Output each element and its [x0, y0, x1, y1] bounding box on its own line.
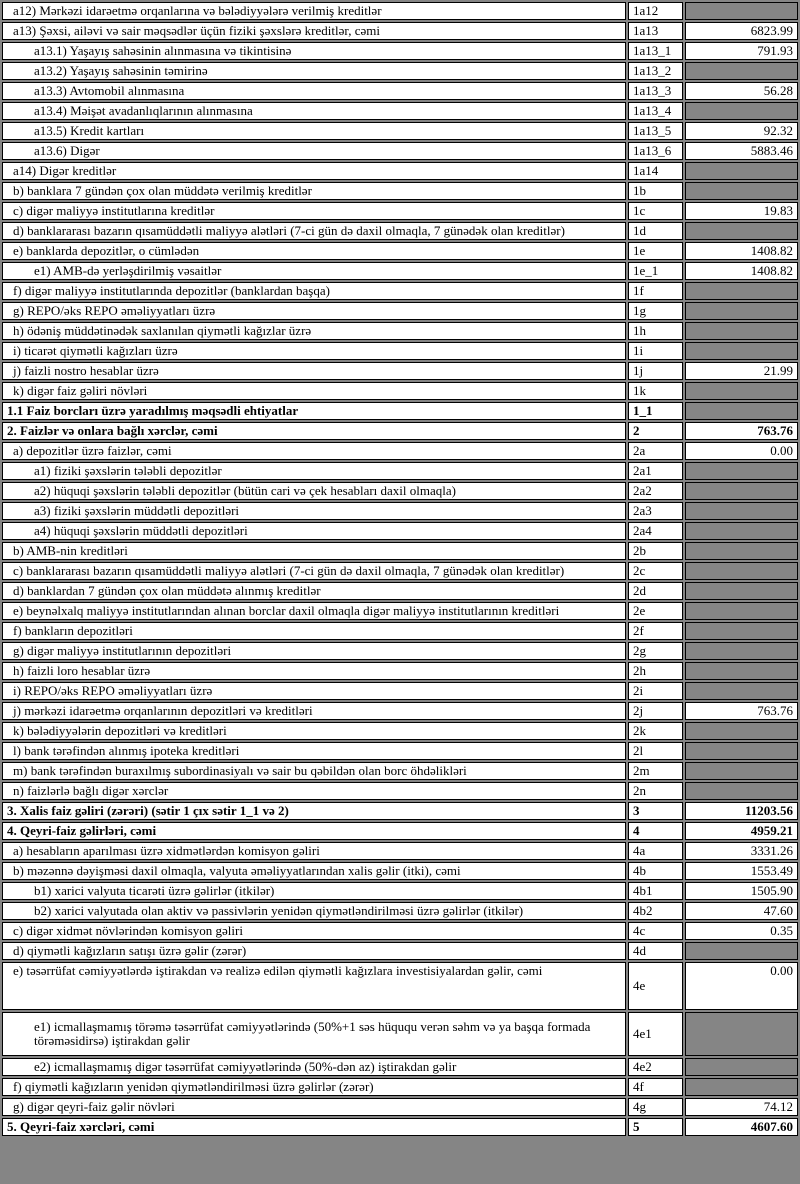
- row-value: [685, 682, 798, 700]
- row-description: c) digər xidmət növlərindən komisyon gəliri: [2, 922, 626, 940]
- row-value: [685, 162, 798, 180]
- row-code: 4e2: [628, 1058, 683, 1076]
- row-code: 4b: [628, 862, 683, 880]
- table-row: [2, 422, 798, 440]
- row-code: 1b: [628, 182, 683, 200]
- row-value: 1408.82: [685, 262, 798, 280]
- row-code: 1a14: [628, 162, 683, 180]
- row-code: 2f: [628, 622, 683, 640]
- row-value: [685, 282, 798, 300]
- row-description: n) faizlərlə bağlı digər xərclər: [2, 782, 626, 800]
- row-value: [685, 1078, 798, 1096]
- table-row: [2, 302, 798, 320]
- row-description: a2) hüquqi şəxslərin tələbli depozitlər (bütün cari və çek hesabları daxil olmaqla): [2, 482, 626, 500]
- row-description: h) faizli loro hesablar üzrə: [2, 662, 626, 680]
- row-code: 1a12: [628, 2, 683, 20]
- row-value: [685, 102, 798, 120]
- row-description: g) digər maliyyə institutlarının depozitləri: [2, 642, 626, 660]
- row-description: d) banklararası bazarın qısamüddətli maliyyə alətləri (7-ci gün də daxil olmaqla, 7 günədək olan kreditlər): [2, 222, 626, 240]
- row-value: [685, 502, 798, 520]
- row-value: 1505.90: [685, 882, 798, 900]
- row-code: 1a13_4: [628, 102, 683, 120]
- row-description: b) AMB-nin kreditləri: [2, 542, 626, 560]
- table-row: [2, 402, 798, 420]
- row-value: [685, 302, 798, 320]
- row-value: [685, 642, 798, 660]
- row-code: 1_1: [628, 402, 683, 420]
- table-row: [2, 262, 798, 280]
- table-row: [2, 1078, 798, 1096]
- table-row: [2, 482, 798, 500]
- row-value: 1408.82: [685, 242, 798, 260]
- row-description: h) ödəniş müddətinədək saxlanılan qiymətli kağızlar üzrə: [2, 322, 626, 340]
- row-code: 1f: [628, 282, 683, 300]
- row-description: a4) hüquqi şəxslərin müddətli depozitləri: [2, 522, 626, 540]
- row-value: 1553.49: [685, 862, 798, 880]
- row-value: [685, 462, 798, 480]
- row-value: [685, 722, 798, 740]
- table-row: [2, 882, 798, 900]
- row-value: [685, 542, 798, 560]
- row-code: 2k: [628, 722, 683, 740]
- table-row: [2, 382, 798, 400]
- row-code: 2c: [628, 562, 683, 580]
- table-row: [2, 42, 798, 60]
- row-description: f) digər maliyyə institutlarında depozitlər (banklardan başqa): [2, 282, 626, 300]
- table-row: [2, 342, 798, 360]
- row-description: a13.2) Yaşayış sahəsinin təmirinə: [2, 62, 626, 80]
- row-code: 1a13_3: [628, 82, 683, 100]
- row-code: 2l: [628, 742, 683, 760]
- table-row: [2, 962, 798, 1010]
- row-description: 4. Qeyri-faiz gəlirləri, cəmi: [2, 822, 626, 840]
- row-value: 21.99: [685, 362, 798, 380]
- row-value: 791.93: [685, 42, 798, 60]
- row-code: 4d: [628, 942, 683, 960]
- row-code: 1a13_2: [628, 62, 683, 80]
- row-value: [685, 942, 798, 960]
- row-code: 1j: [628, 362, 683, 380]
- row-code: 2a1: [628, 462, 683, 480]
- table-row: [2, 842, 798, 860]
- row-description: a13) Şəxsi, ailəvi və sair məqsədlər üçün fiziki şəxslərə kreditlər, cəmi: [2, 22, 626, 40]
- table-row: [2, 122, 798, 140]
- row-value: 47.60: [685, 902, 798, 920]
- table-row: [2, 802, 798, 820]
- row-value: 6823.99: [685, 22, 798, 40]
- table-row: [2, 62, 798, 80]
- table-row: [2, 782, 798, 800]
- table-row: [2, 662, 798, 680]
- row-code: 1g: [628, 302, 683, 320]
- row-value: [685, 602, 798, 620]
- row-description: a13.6) Digər: [2, 142, 626, 160]
- table-row: [2, 362, 798, 380]
- row-value: 5883.46: [685, 142, 798, 160]
- row-code: 2a2: [628, 482, 683, 500]
- row-code: 4e: [628, 962, 683, 1010]
- row-description: g) digər qeyri-faiz gəlir növləri: [2, 1098, 626, 1116]
- row-code: 2: [628, 422, 683, 440]
- row-description: 5. Qeyri-faiz xərcləri, cəmi: [2, 1118, 626, 1136]
- row-description: k) bələdiyyələrin depozitləri və kreditləri: [2, 722, 626, 740]
- row-description: a13.3) Avtomobil alınmasına: [2, 82, 626, 100]
- row-description: e2) icmallaşmamış digər təsərrüfat cəmiyyətlərində (50%-dən az) iştirakdan gəlir: [2, 1058, 626, 1076]
- table-row: [2, 242, 798, 260]
- row-value: 0.00: [685, 442, 798, 460]
- row-value: 763.76: [685, 422, 798, 440]
- table-row: [2, 282, 798, 300]
- table-row: [2, 22, 798, 40]
- row-code: 2a: [628, 442, 683, 460]
- row-value: [685, 522, 798, 540]
- row-description: i) REPO/əks REPO əməliyyatları üzrə: [2, 682, 626, 700]
- table-row: [2, 742, 798, 760]
- row-code: 2m: [628, 762, 683, 780]
- row-value: [685, 182, 798, 200]
- row-description: a) depozitlər üzrə faizlər, cəmi: [2, 442, 626, 460]
- row-value: 0.35: [685, 922, 798, 940]
- row-description: a13.4) Məişət avadanlıqlarının alınmasına: [2, 102, 626, 120]
- table-row: [2, 642, 798, 660]
- table-row: [2, 822, 798, 840]
- row-code: 2b: [628, 542, 683, 560]
- row-description: 1.1 Faiz borcları üzrə yaradılmış məqsədli ehtiyatlar: [2, 402, 626, 420]
- table-row: [2, 82, 798, 100]
- row-value: [685, 1012, 798, 1056]
- row-code: 4a: [628, 842, 683, 860]
- row-description: e1) icmallaşmamış törəmə təsərrüfat cəmiyyətlərində (50%+1 səs hüququ verən səhm və ya başqa formada törəməsidirsə) iştirakdan gəlir: [2, 1012, 626, 1056]
- row-code: 5: [628, 1118, 683, 1136]
- table-row: [2, 522, 798, 540]
- row-value: [685, 322, 798, 340]
- table-row: [2, 202, 798, 220]
- table-row: [2, 562, 798, 580]
- row-code: 2d: [628, 582, 683, 600]
- row-description: a12) Mərkəzi idarəetmə orqanlarına və bələdiyyələrə verilmiş kreditlər: [2, 2, 626, 20]
- row-value: [685, 562, 798, 580]
- table-row: [2, 1098, 798, 1116]
- row-code: 2j: [628, 702, 683, 720]
- row-description: m) bank tərəfindən buraxılmış subordinasiyalı və sair bu qəbildən olan borc öhdəlikləri: [2, 762, 626, 780]
- table-row: [2, 1012, 798, 1056]
- row-description: a3) fiziki şəxslərin müddətli depozitləri: [2, 502, 626, 520]
- table-row: [2, 762, 798, 780]
- row-code: 2h: [628, 662, 683, 680]
- row-value: [685, 762, 798, 780]
- table-row: [2, 2, 798, 20]
- row-description: a14) Digər kreditlər: [2, 162, 626, 180]
- row-value: [685, 382, 798, 400]
- row-value: 4959.21: [685, 822, 798, 840]
- table-row: [2, 502, 798, 520]
- row-description: 3. Xalis faiz gəliri (zərəri) (sətir 1 çıx sətir 1_1 və 2): [2, 802, 626, 820]
- row-description: f) qiymətli kağızların yenidən qiymətləndirilməsi üzrə gəlirlər (zərər): [2, 1078, 626, 1096]
- table-row: [2, 922, 798, 940]
- row-value: [685, 482, 798, 500]
- table-row: [2, 902, 798, 920]
- row-description: e) banklarda depozitlər, o cümlədən: [2, 242, 626, 260]
- row-code: 3: [628, 802, 683, 820]
- table-row: [2, 542, 798, 560]
- row-code: 1e: [628, 242, 683, 260]
- table-row: [2, 442, 798, 460]
- table-row: [2, 462, 798, 480]
- row-value: 763.76: [685, 702, 798, 720]
- row-code: 1h: [628, 322, 683, 340]
- row-description: c) digər maliyyə institutlarına kreditlər: [2, 202, 626, 220]
- row-value: [685, 742, 798, 760]
- row-description: d) qiymətli kağızların satışı üzrə gəlir (zərər): [2, 942, 626, 960]
- table-row: [2, 1058, 798, 1076]
- row-value: 56.28: [685, 82, 798, 100]
- row-value: [685, 2, 798, 20]
- row-value: [685, 62, 798, 80]
- row-value: [685, 582, 798, 600]
- row-value: [685, 1058, 798, 1076]
- row-value: 19.83: [685, 202, 798, 220]
- row-value: 3331.26: [685, 842, 798, 860]
- row-code: 4b2: [628, 902, 683, 920]
- row-code: 1a13_1: [628, 42, 683, 60]
- row-value: [685, 222, 798, 240]
- row-value: 4607.60: [685, 1118, 798, 1136]
- row-code: 1a13_5: [628, 122, 683, 140]
- row-value: [685, 662, 798, 680]
- table-row: [2, 582, 798, 600]
- row-code: 4: [628, 822, 683, 840]
- table-row: [2, 862, 798, 880]
- row-value: 11203.56: [685, 802, 798, 820]
- table-row: [2, 182, 798, 200]
- table-row: [2, 702, 798, 720]
- table-row: [2, 622, 798, 640]
- row-description: j) mərkəzi idarəetmə orqanlarının depozitləri və kreditləri: [2, 702, 626, 720]
- table-body: [2, 2, 798, 1136]
- row-description: a13.1) Yaşayış sahəsinin alınmasına və tikintisinə: [2, 42, 626, 60]
- row-code: 2a4: [628, 522, 683, 540]
- row-code: 1a13: [628, 22, 683, 40]
- row-description: a1) fiziki şəxslərin tələbli depozitlər: [2, 462, 626, 480]
- row-code: 2e: [628, 602, 683, 620]
- table-row: [2, 162, 798, 180]
- row-description: b1) xarici valyuta ticarəti üzrə gəlirlər (itkilər): [2, 882, 626, 900]
- row-code: 1k: [628, 382, 683, 400]
- row-value: 0.00: [685, 962, 798, 1010]
- row-description: d) banklardan 7 gündən çox olan müddətə alınmış kreditlər: [2, 582, 626, 600]
- table-row: [2, 942, 798, 960]
- row-description: 2. Faizlər və onlara bağlı xərclər, cəmi: [2, 422, 626, 440]
- table-row: [2, 322, 798, 340]
- row-code: 1d: [628, 222, 683, 240]
- row-description: b) məzənnə dəyişməsi daxil olmaqla, valyuta əməliyyatlarından xalis gəlir (itki), cəmi: [2, 862, 626, 880]
- row-code: 2a3: [628, 502, 683, 520]
- row-code: 4e1: [628, 1012, 683, 1056]
- table-row: [2, 722, 798, 740]
- table-row: [2, 1118, 798, 1136]
- table-row: [2, 102, 798, 120]
- row-code: 2g: [628, 642, 683, 660]
- row-value: 74.12: [685, 1098, 798, 1116]
- row-description: e1) AMB-də yerləşdirilmiş vəsaitlər: [2, 262, 626, 280]
- row-value: [685, 622, 798, 640]
- row-description: c) banklararası bazarın qısamüddətli maliyyə alətləri (7-ci gün də daxil olmaqla, 7 günədək olan kreditlər): [2, 562, 626, 580]
- row-value: [685, 402, 798, 420]
- table-row: [2, 142, 798, 160]
- row-code: 4g: [628, 1098, 683, 1116]
- row-code: 1e_1: [628, 262, 683, 280]
- table-row: [2, 602, 798, 620]
- row-description: e) təsərrüfat cəmiyyətlərdə iştirakdan və realizə edilən qiymətli kağızlara investisiyalardan gəlir, cəmi: [2, 962, 626, 1010]
- row-value: 92.32: [685, 122, 798, 140]
- row-description: i) ticarət qiymətli kağızları üzrə: [2, 342, 626, 360]
- row-value: [685, 782, 798, 800]
- row-description: b2) xarici valyutada olan aktiv və passivlərin yenidən qiymətləndirilməsi üzrə gəlirlər (itkilər): [2, 902, 626, 920]
- row-description: l) bank tərəfindən alınmış ipoteka kreditləri: [2, 742, 626, 760]
- row-description: e) beynəlxalq maliyyə institutlarından alınan borclar daxil olmaqla digər maliyyə institutlarının kreditləri: [2, 602, 626, 620]
- row-description: k) digər faiz gəliri növləri: [2, 382, 626, 400]
- row-description: a) hesabların aparılması üzrə xidmətlərdən komisyon gəliri: [2, 842, 626, 860]
- row-code: 1c: [628, 202, 683, 220]
- table-row: [2, 222, 798, 240]
- row-code: 2i: [628, 682, 683, 700]
- row-value: [685, 342, 798, 360]
- table-row: [2, 682, 798, 700]
- row-description: j) faizli nostro hesablar üzrə: [2, 362, 626, 380]
- row-description: g) REPO/əks REPO əməliyyatları üzrə: [2, 302, 626, 320]
- row-code: 4f: [628, 1078, 683, 1096]
- row-code: 1i: [628, 342, 683, 360]
- row-code: 1a13_6: [628, 142, 683, 160]
- row-description: f) bankların depozitləri: [2, 622, 626, 640]
- row-code: 4c: [628, 922, 683, 940]
- row-code: 4b1: [628, 882, 683, 900]
- row-code: 2n: [628, 782, 683, 800]
- row-description: a13.5) Kredit kartları: [2, 122, 626, 140]
- row-description: b) banklara 7 gündən çox olan müddətə verilmiş kreditlər: [2, 182, 626, 200]
